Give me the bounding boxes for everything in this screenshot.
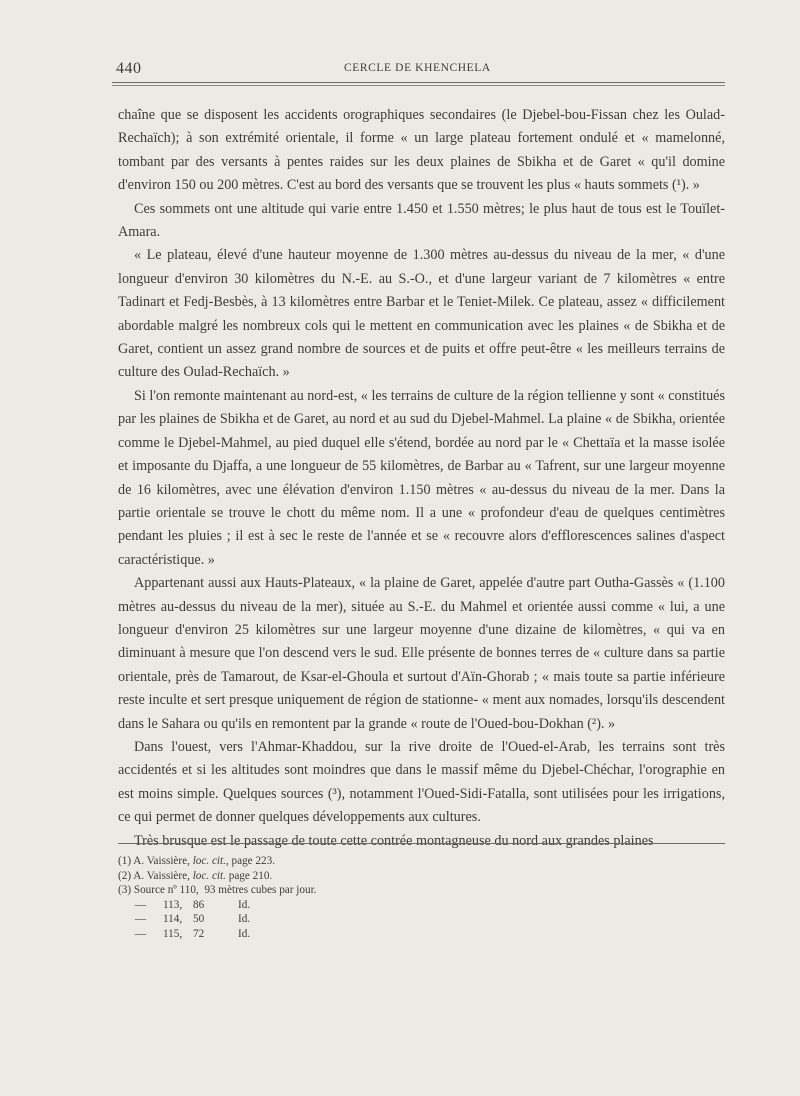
footnote-2-page: page 210. [228,869,273,882]
footnote-3-row-3 [118,927,538,942]
footnote-2-author: A. Vaissière, [133,869,190,882]
footnote-3: (3) Source nº 110, 93 mètres cubes par jour. [118,884,317,897]
header-rule [112,82,725,83]
paragraph-4: Si l'on remonte maintenant au nord-est, « les terrains de culture de la région tellienne y sont « constitués par les plaines de Sbikha et de Garet, au nord et au sud du Djebel-Mahmel. La plaine « de Sbikha, orientée comme le Djebel-Mahmel, au pied duquel elle s'étend, bordée au nord par le « Chettaïa et la masse isolée et imposante du Djaffa, a une longueur de 55 kilomètres, de Barbar au « Tafrent, sur une largeur moyenne de 16 kilomètres, avec une élévation d'environ 1.150 mètres « au-dessus du niveau de la mer. Dans la partie orientale se trouve le chott du même nom. Il a une « profondeur d'eau de quelques centimètres pendant les pluies ; il est à sec le reste de l'année et se « recouvre alors d'efflorescences salines d'aspect caractéristique. » [118,387,725,568]
paragraph-2: Ces sommets ont une altitude qui varie entre 1.450 et 1.550 mètres; le plus haut de tous est le Touïlet-Amara. [118,200,725,241]
footnote-1-ref: loc. cit., [192,855,229,867]
footnotes [118,854,538,942]
paragraph-3: « Le plateau, élevé d'une hauteur moyenne de 1.300 mètres au-dessus du niveau de la mer, « d'une longueur d'environ 30 kilomètres du N.-E. au S.-O., et d'une largeur variant de 7 kilomètres « entre Tadinart et Fedj-Besbès, à 13 kilomètres entre Barbar et le Teniet-Milek. Ce plateau, assez « difficilement abordable malgré les nombreux cols qui le mettent en communication avec les plaines « de Sbikha et de Garet, contient un assez grand nombre de sources et de puits et offre peut-être « les meilleurs terrains de culture des Oulad-Rechaïch. » [118,247,725,381]
flow-value: 86 [193,898,205,911]
footnote-1 [118,854,538,869]
source-number: 113, [163,898,183,911]
ditto-mark: — [134,913,147,926]
source-number: 115, [163,927,183,940]
footnote-2 [118,869,538,884]
header-rule-secondary [112,85,725,86]
footnote-2-number: (2) [118,869,132,882]
footnote-1-author: A. Vaissière, [133,855,190,867]
paragraph-1: chaîne que se disposent les accidents orographiques secondaires (le Djebel-bou-Fissan chez les Oulad-Rechaïch); à son extrémité orientale, il forme « un large plateau fortement ondulé et « mamelonné, tombant par des versants à pentes raides sur les deux plaines de Sbikha et de Garet « qu'il domine d'environ 150 ou 200 mètres. C'est au bord des versants que se trouvent les plus « hauts sommets (¹). » [118,107,725,194]
ditto-mark: — [134,898,147,911]
footnote-1-number: (1) [118,855,132,867]
body-text [118,104,725,853]
paragraph-6: Dans l'ouest, vers l'Ahmar-Khaddou, sur la rive droite de l'Oued-el-Arab, les terrains sont très accidentés et si les altitudes sont moindres que dans le massif même du Djebel-Chéchar, l'orographie en est moins simple. Quelques sources (³), notamment l'Oued-Sidi-Fatalla, sont utilisées pour les irrigations, ce qui permet de donner quelques développements aux cultures. [118,738,725,826]
footnote-3-row-1 [118,898,538,913]
footnote-3-row-2 [118,912,538,927]
idem-mark: Id. [238,927,251,940]
idem-mark: Id. [238,913,251,926]
paragraph-5: Appartenant aussi aux Hauts-Plateaux, « la plaine de Garet, appelée d'autre part Outha-Gassès « (1.100 mètres au-dessus du niveau de la mer), située au S.-E. du Mahmel et orientée aussi comme « lui, a une longueur d'environ 25 kilomètres sur une largeur moyenne d'une dizaine de kilomètres, « qui va en diminuant à mesure que l'on descend vers le sud. Elle présente de bonnes terres de « culture dans sa partie orientale, près de Tamarout, de Ksar-el-Ghoula et surtout d'Aïn-Ghorab ; « mais toute sa partie inférieure reste inculte et sert presque uniquement de région de stationne- « ment aux nomades, lorsqu'ils descendent dans le Sahara ou qu'ils en remontent par la grande « route de l'Oued-bou-Dokhan (²). » [118,575,725,732]
flow-value: 72 [193,927,205,940]
footnote-2-ref: loc. cit. [192,869,226,882]
running-title: CERCLE DE KHENCHELA [344,62,491,74]
flow-value: 50 [193,913,205,926]
page-header [112,60,725,80]
paragraph-7: Très brusque est le passage de toute cette contrée montagneuse du nord aux grandes plaines [134,832,654,849]
page-number: 440 [116,60,142,77]
source-number: 114, [163,913,183,926]
idem-mark: Id. [238,898,251,911]
footnote-1-page: page 223. [231,855,276,867]
ditto-mark: — [134,927,147,940]
footnote-rule [118,843,725,844]
